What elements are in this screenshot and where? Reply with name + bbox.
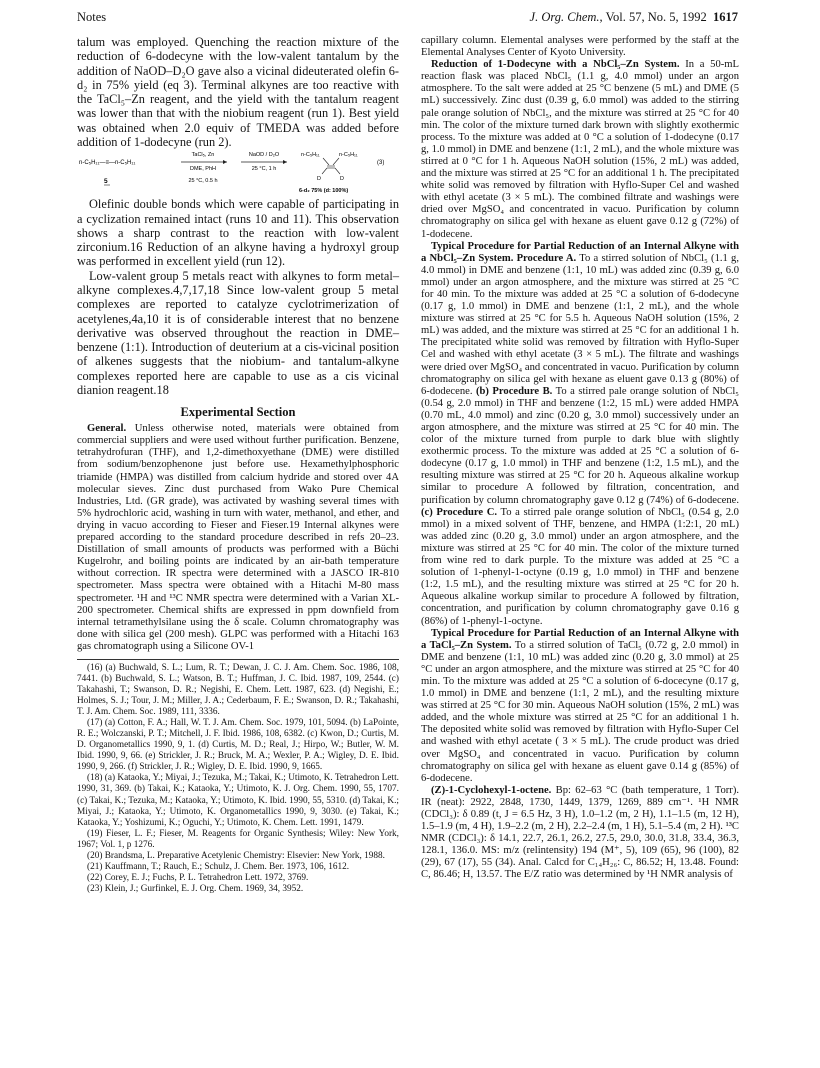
reference-20: (20) Brandsma, L. Preparative Acetylenic Chemistry: Elsevier: New York, 1988.	[87, 850, 385, 861]
eq-step2-reagent: NaOD / D₂O	[248, 152, 280, 159]
eq-bond-d-right	[335, 168, 340, 174]
dodecyne-reduction-paragraph	[421, 59, 739, 240]
equation-3	[77, 149, 399, 197]
running-head-section: Notes	[77, 10, 107, 24]
tacl5-procedure-text: To a stirred solution of TaCl₅ (0.72 g, 2.0 mmol) in DME and benzene (1:1, 10 mL) was added zinc (0.20 g, 3.0 mmol) at 25 °C under an argon atmosphere, and the mixture was stirred at 25 °C for 40 min. To the mixture was added at 25 °C a solution of 6-docecyne (0.17 g, 1.0 mmol) in DME and benzene (1:1, 2 mL), and the resulting mixture was stirred at 25 °C for 30 min. Aqueous NaOH solution (15%, 2 mL) was added, and the whole mixture was stirred at 25 °C for an additional 1 h. The deposited white solid was removed by filtration with Hyflo-Super Cel and washed with ethyl acetate ( 3 × 5 mL). The crude product was dried over MgSO₄ and concentrated in vacuo. Purification by column chromatography on silica gel with hexane as eluent gave 0.14 g (85%) of 6-dodecene.	[421, 639, 739, 784]
left-column	[77, 35, 399, 895]
eq-bond-left	[323, 158, 329, 165]
procedure-b-title: (b) Procedure B.	[475, 385, 553, 397]
eq-product-substituent-right: n-C₅H₁₁	[339, 152, 358, 159]
eq-number: (3)	[377, 160, 385, 167]
eq-arrowhead-1	[223, 160, 227, 164]
general-text: Unless otherwise noted, materials were obtained from commercial suppliers and were used without further purification. Benzene, tetrahydrofuran (THF), and 1,2-dimethoxyethane (DME) were distilled from sodium/benzophenone just before use. Hexamethylphosphoric triamide (HMPA) was distilled from calcium hydride and stored over 4A molecular sieves. Zinc dust purchased from Wako Pure Chemical Industries, Ltd. (GR grade), was activated by washing several times with 5% hydrochloric acid, washing in turn with water, methanol, and ether, and drying in vacuo according to Fieser and Fieser.19 Internal alkynes were prepared according to the standard procedure described in refs 20–23. Distillation of small amounts of products was performed with a Büchi Kugelrohr, and boiling points are indicated by an air-bath temperature without correction. IR spectra were determined with a JASCO IR-810 spectrometer. Mass spectra were obtained with a Hitachi M-80 mass spectrometer. ¹H and ¹³C NMR spectra were determined with a Varian XL-200 spectrometer. Chemical shifts are expressed in ppm downfield from internal tetramethylsilane using the δ scale. Column chromatography was done with silica gel (200 mesh). GLPC was performed with a Hitachi 163 gas chromatograph using a Silicone OV-1	[77, 423, 400, 652]
reference-16: (16) (a) Buchwald, S. L.; Lum, R. T.; Dewan, J. C. J. Am. Chem. Soc. 1986, 108, 7441. (b) Buchwald, S. L.; Watson, B. T.; Huffman, J. C. Ibid. 1987, 109, 2544. (c) Takahashi, T.; Swanson, D. R.; Negishi, E. Chem. Lett. 1987, 623. (d) Negishi, E.; Holmes, S. J.; Tour, J. M.; Miller, J. A.; Cederbaum, F. E.; Swanson, D. R.; Takahashi, T. J. Am. Chem. Soc. 1989, 111, 3336.	[77, 662, 399, 718]
volume-issue: Vol. 57, No. 5, 1992	[605, 10, 707, 24]
eq-bond-d-left	[322, 168, 327, 174]
procedure-a-text: To a stirred solution of NbCl₅ (1.1 g, 4.0 mmol) in DME and benzene (1:1, 10 mL) was added zinc (0.39 g, 6.0 mmol) under an argon atmosphere, and the mixture was stirred at 25 °C for 40 min. To the mixture was added at 25 °C a solution of 6-dodecyne (0.17 g, 1.0 mmol) in DME and benzene (1:1, 2 mL), and the whole mixture was stirred at 25 °C for 5.5 h. Aqueous NaOH solution (15%, 2 mL) was added, and the mixture was stirred at 25 °C for an additional 1 h. The precipitated white solid was removed by filtration with Hyflo-Super Cel and washed with ethyl acetate (3 × 5 mL). The filtrate and washings were dried over MgSO₄ and concentrated in vacuo. Purification by column chromatography on silica gel with hexane as eluent gave 0.13 g (80%) of 6-dodecene.	[421, 252, 739, 397]
tacl5-procedure-paragraph	[421, 628, 739, 785]
reference-18: (18) (a) Kataoka, Y.; Miyai, J.; Tezuka, M.; Takai, K.; Utimoto, K. Tetrahedron Lett. 1990, 31, 369. (b) Takai, K.; Kataoka, Y.; Utimoto, K. J. Org. Chem. 1990, 55, 1707. (c) Takai, K.; Tezuka, M.; Kataoka, Y.; Utimoto, K. Ibid. 1990, 55, 5310. (d) Takai, K.; Miyai, J.; Kataoka, Y.; Utimoto, K. Organometallics 1990, 9, 3030. (e) Takai, K.; Kataoka, Y.; Yoshizumi, K.; Oguchi, Y.; Utimoto, K. Chem. Lett. 1991, 1479.	[77, 773, 399, 828]
journal-name: J. Org. Chem.,	[529, 10, 603, 24]
general-run-in-title: General.	[87, 423, 127, 435]
dodecyne-reduction-title: Reduction of 1-Dodecyne with a NbCl₅–Zn System.	[431, 59, 680, 71]
eq-product-substituent-left: n-C₅H₁₁	[301, 152, 320, 159]
cyclohexyl-octene-title: (Z)-1-Cyclohexyl-1-octene.	[431, 784, 552, 796]
eq-step1-solvent: DME, PhH	[190, 166, 216, 173]
eq-arrowhead-2	[283, 160, 287, 164]
reference-22: (22) Corey, E. J.; Fuchs, P. L. Tetrahedron Lett. 1972, 3769.	[87, 872, 309, 883]
left-paragraph-1: talum was employed. Quenching the reaction mixture of the reduction of 6-dodecyne with the low-valent tantalum by the addition of NaOD–D₂O gave also a vicinal dideuterated olefin 6-d₂ in 75% yield (eq 3). Terminal alkynes are too reactive with the TaCl₅–Zn reagent, and the yield with the tantalum reagent was lower than that with the niobium reagent (run 1). Best yield was obtained when 2.0 equiv of TMEDA was added before addition of 1-dodecyne (run 2).	[77, 35, 399, 149]
procedure-c-title: (c) Procedure C.	[421, 506, 498, 518]
cyclohexyl-octene-paragraph	[421, 785, 739, 882]
right-column	[421, 35, 739, 882]
reference-23: (23) Klein, J.; Gurfinkel, E. J. Org. Chem. 1969, 34, 3952.	[87, 883, 304, 894]
eq-product-label: 6-d₂ 75% (d: 100%)	[299, 188, 349, 195]
tacl5-procedure-title: Typical Procedure for Partial Reduction of an Internal Alkyne with a TaCl₅–Zn System.	[421, 627, 739, 651]
references	[77, 663, 399, 895]
nbcl5-procedure-paragraph	[421, 241, 739, 628]
eq-bond-right	[333, 158, 339, 165]
left-paragraph-2: Olefinic double bonds which were capable of participating in a cyclization remained intact (runs 10 and 11). This observation shows a sharp contrast to the reaction with low-valent zirconium.16 Reduction of an alkyne having a hydroxyl group was performed in excellent yield (run 12).	[77, 197, 399, 269]
right-paragraph-1: capillary column. Elemental analyses were performed by the staff at the Elemental Analyses Center of Kyoto University.	[421, 35, 739, 59]
eq-step1-reagent: TaCl₅, Zn	[191, 152, 215, 159]
running-head-journal	[530, 10, 738, 25]
eq-reactant: n-C₅H₁₁—≡—n-C₅H₁₁	[79, 160, 136, 167]
left-paragraph-3: Low-valent group 5 metals react with alkynes to form metal–alkyne complexes.4,7,17,18 Since low-valent group 5 metal complexes are reported to catalyze cyclotrimerization of acetylenes,4a,10 it is of considerable interest that no benzene derivative was observed throughout the reaction in DME–benzene (1:1). Introduction of deuterium at a cis-vicinal position of alkenes suggests that the niobium- and tantalum-alkyne complexes reported here are capable to use as a cis vicinal dianion reagent.18	[77, 268, 399, 397]
general-paragraph	[77, 423, 399, 653]
reference-19: (19) Fieser, L. F.; Fieser, M. Reagents for Organic Synthesis; Wiley: New York, 1967; Vol. 1, p 1276.	[77, 828, 399, 850]
page-number: 1617	[713, 10, 738, 24]
dodecyne-reduction-text: In a 50-mL reaction flask was placed NbCl₅ (1.1 g, 4.0 mmol) under an argon atmosphere. To the salt were added at 25 °C benzene (5 mL) and DME (5 mL) successively. Zinc dust (0.39 g, 6.0 mmol) was added to the stirring pale orange solution of NbCl₅, and the mixture was stirred at 25 °C for 40 min. The color of the mixture turned dark brown with slightly exothermic process. To the mixture was added at 0 °C a solution of 1-dodecyne (0.17 g, 1.0 mmol) in DME and benzene (1:1, 2 mL), and the whole mixture was stirred at 0 °C for 1 h. Aqueous NaOH solution (15%, 2 mL) was added, and the mixture was stirred at 25 °C for an additional 1 h. The precipitated white solid was removed by filtration with Hyflo-Super Cel and washed with ethyl acetate (3 × 5 mL). The combined filtrate and washings were dried over MgSO₄ and concentrated in vacuo. Purification by column chromatography on silica gel with hexane as eluent gave 0.12 g (72%) of 1-dodecene.	[421, 59, 739, 240]
procedure-c-text: To a stirred pale orange solution of NbCl₅ (0.54 g, 2.0 mmol) in a mixed solvent of THF, benzene, and HMPA (1:2:1, 20 mL) was added zinc (0.20 g, 3.0 mmol) under an argon atmosphere, and the mixture was stirred at 25 °C for 40 min. The color of the mixture turned from wine red to dark purple. To the mixture was added at 25 °C a solution of 1-phenyl-1-octyne (0.19 g, 1.0 mmol) in THF and benzene (1:2, 1.5 mL), and the resulting mixture was stirred at 25 °C for 20 h. Aqueous alkaline workup similar to procedure A followed by filtration, concentration, and purification by column chromatography gave 0.16 g (86%) of 1-phenyl-1-octyne.	[421, 506, 739, 627]
eq-compound-number: 5	[104, 178, 108, 186]
equation-scheme	[77, 149, 399, 197]
cyclohexyl-octene-text: Bp: 62–63 °C (bath temperature, 1 Torr). IR (neat): 2922, 2848, 1730, 1449, 1379, 1269, 889 cm⁻¹. ¹H NMR (CDCl₃): δ 0.89 (t, J = 6.5 Hz, 3 H), 1.0–1.2 (m, 2 H), 1.1–1.5 (m, 12 H), 1.5–1.9 (m, 4 H), 1.9–2.2 (m, 2 H), 2.2–2.4 (m, 1 H), 5.1–5.4 (m, 2 H). ¹³C NMR (CDCl₃): δ 14.1, 22.7, 26.1, 26.2, 27.5, 29.0, 30.0, 31.8, 33.4, 36.3, 128.1, 136.0. MS: m/z (relintensity) 194 (M⁺, 5), 109 (65), 96 (100), 82 (29), 67 (17), 55 (34). Anal. Calcd for C₁₄H₂₆: C, 86.52; H, 13.48. Found: C, 86.46; H, 13.57. The E/Z ratio was determined by ¹H NMR analysis of	[421, 784, 739, 881]
eq-step1-conditions: 25 °C, 0.5 h	[188, 178, 218, 185]
experimental-section-heading: Experimental Section	[180, 405, 296, 420]
procedure-b-text: To a stirred pale orange solution of NbCl₅ (0.54 g, 2.0 mmol) in THF and benzene (1:2, 15 mL) were added HMPA (0.70 mL, 4.0 mmol) and zinc (0.20 g, 3.0 mmol) successively under an argon atmosphere, and the mixture was stirred at 25 °C for 40 min. The color of the mixture turned from purple to dark blue with slightly exothermic process. To the mixture was added at 25 °C a solution of 6-dodecyne (0.17 g, 1.0 mmol) in THF and benzene (1:2, 1.5 mL), and the resulting mixture was stirred at 25 °C for 20 h. Aqueous alkaline workup similar to procedure A followed by filtration, concentration, and purification by column chromatography gave 0.12 g (74%) of 6-dodecene.	[421, 385, 739, 506]
footnote-rule	[77, 659, 399, 660]
reference-21: (21) Kauffmann, T.; Rauch, E.; Schulz, J. Chem. Ber. 1973, 106, 1612.	[87, 861, 350, 872]
nbcl5-procedure-title: Typical Procedure for Partial Reduction of an Internal Alkyne with a NbCl₅–Zn System. Procedure A.	[421, 240, 739, 264]
eq-step2-conditions: 25 °C, 1 h	[251, 166, 277, 173]
eq-deuterium-left: D	[317, 176, 321, 183]
eq-deuterium-right: D	[340, 176, 344, 183]
reference-17: (17) (a) Cotton, F. A.; Hall, W. T. J. Am. Chem. Soc. 1979, 101, 5094. (b) LaPointe, R. E.; Wolczanski, P. T.; Mitchell, J. F. Ibid. 1986, 108, 6382. (c) Kwon, D.; Curtis, M. D. Organometallics 1990, 9, 1. (d) Curtis, M. D.; Real, J.; Hirpo, W.; Butler, W. M. Ibid. 1990, 9, 66. (e) Strickler, J. R.; Bruck, M. A.; Wexler, P. A.; Wigley, D. E. Ibid. 1990, 9, 266. (f) Strickler, J. R.; Wigley, D. E. Ibid. 1990, 9, 1665.	[77, 718, 399, 773]
